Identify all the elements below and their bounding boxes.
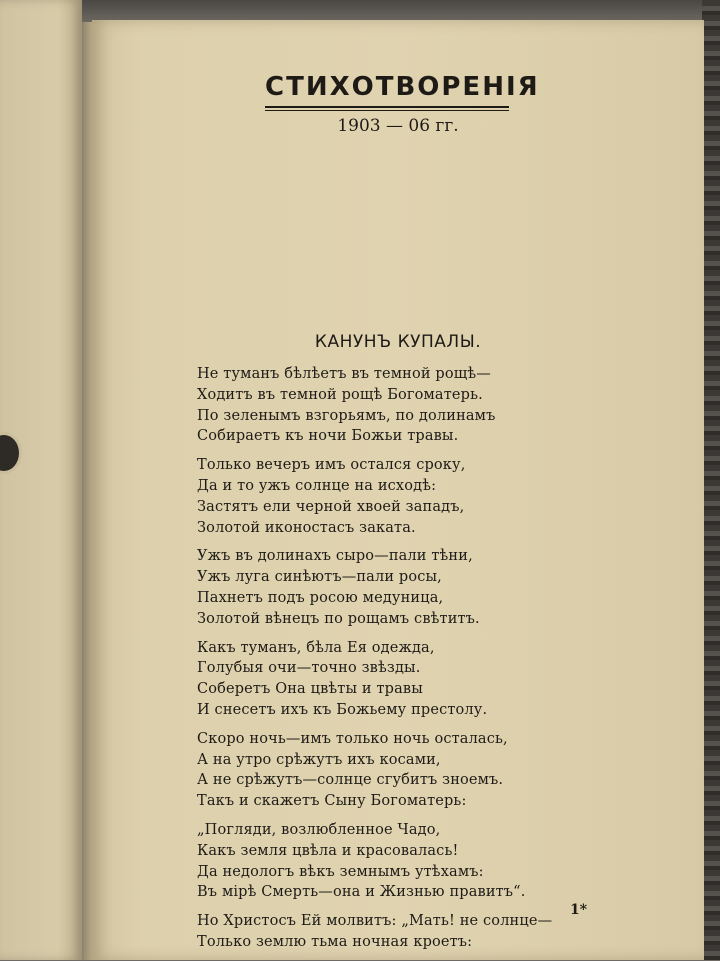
stanza — [197, 820, 657, 903]
verse-line: „Погляди, возлюбленное Чадо, — [197, 821, 441, 838]
page-number: 1* — [570, 902, 588, 918]
book-page — [92, 20, 704, 960]
verse-line: По зеленымъ взгорьямъ, по долинамъ — [197, 407, 496, 424]
verse-line: Какъ земля цвѣла и красовалась! — [197, 842, 459, 859]
years-subtitle: 1903 — 06 гг. — [337, 116, 459, 136]
heading-rule-thick — [265, 106, 509, 108]
verse-line: Не туманъ бѣлѣетъ въ темной рощѣ— — [197, 366, 491, 382]
verse-line: Ужъ луга синѣютъ—пали росы, — [197, 569, 442, 586]
verse-line: Золотой иконостасъ заката. — [197, 519, 416, 536]
verse-line: Да недологъ вѣкъ земнымъ утѣхамъ: — [197, 863, 484, 880]
page-heading: СТИХОТВОРЕНІЯ — [265, 72, 540, 102]
binding-ring — [0, 432, 22, 474]
verse-line: Только землю тьма ночная кроетъ: — [197, 933, 473, 950]
verse-line: Только вечеръ имъ остался сроку, — [197, 457, 466, 474]
verse-line: Но Христосъ Ей молвитъ: „Мать! не солнце— — [197, 913, 553, 930]
heading-rule-thin — [265, 110, 509, 111]
verse-line: Ходитъ въ темной рощѣ Богоматерь. — [197, 386, 483, 403]
verse-line: Пахнетъ подъ росою медуница, — [197, 589, 444, 606]
verse-line: Голубыя очи—точно звѣзды. — [197, 660, 421, 677]
verse-line: А на утро срѣжутъ ихъ косами, — [197, 751, 441, 768]
stanza — [197, 546, 657, 629]
stanza — [197, 364, 657, 447]
facing-page-edge — [0, 0, 82, 960]
book-top-edge — [82, 0, 720, 22]
verse-line: И снесетъ ихъ къ Божьему престолу. — [197, 701, 488, 718]
verse-line: Какъ туманъ, бѣла Ея одежда, — [197, 639, 435, 656]
verse-line: Въ мірѣ Смерть—она и Жизнью правитъ“. — [197, 884, 526, 901]
verse-line: А не срѣжутъ—солнце сгубитъ зноемъ. — [197, 772, 504, 789]
verse-line: Золотой вѣнецъ по рощамъ свѣтитъ. — [197, 610, 480, 627]
stanza — [197, 638, 657, 721]
verse-line: Скоро ночь—имъ только ночь осталась, — [197, 730, 508, 747]
stanza — [197, 729, 657, 812]
verse-line: Собираетъ къ ночи Божьи травы. — [197, 428, 459, 445]
book-cover-edge — [702, 0, 720, 960]
verse-line: Да и то ужъ солнце на исходѣ: — [197, 477, 437, 494]
stanza — [197, 455, 657, 538]
verse-line: Застятъ ели черной хвоей западъ, — [197, 498, 465, 515]
stanza — [197, 911, 657, 953]
verse-line: Ужъ въ долинахъ сыро—пали тѣни, — [197, 548, 473, 565]
verse-line: Соберетъ Она цвѣты и травы — [197, 681, 423, 698]
verse-line: Такъ и скажетъ Сыну Богоматерь: — [197, 793, 467, 810]
poem-title: КАНУНЪ КУПАЛЫ. — [314, 332, 482, 352]
poem-body — [197, 364, 657, 961]
